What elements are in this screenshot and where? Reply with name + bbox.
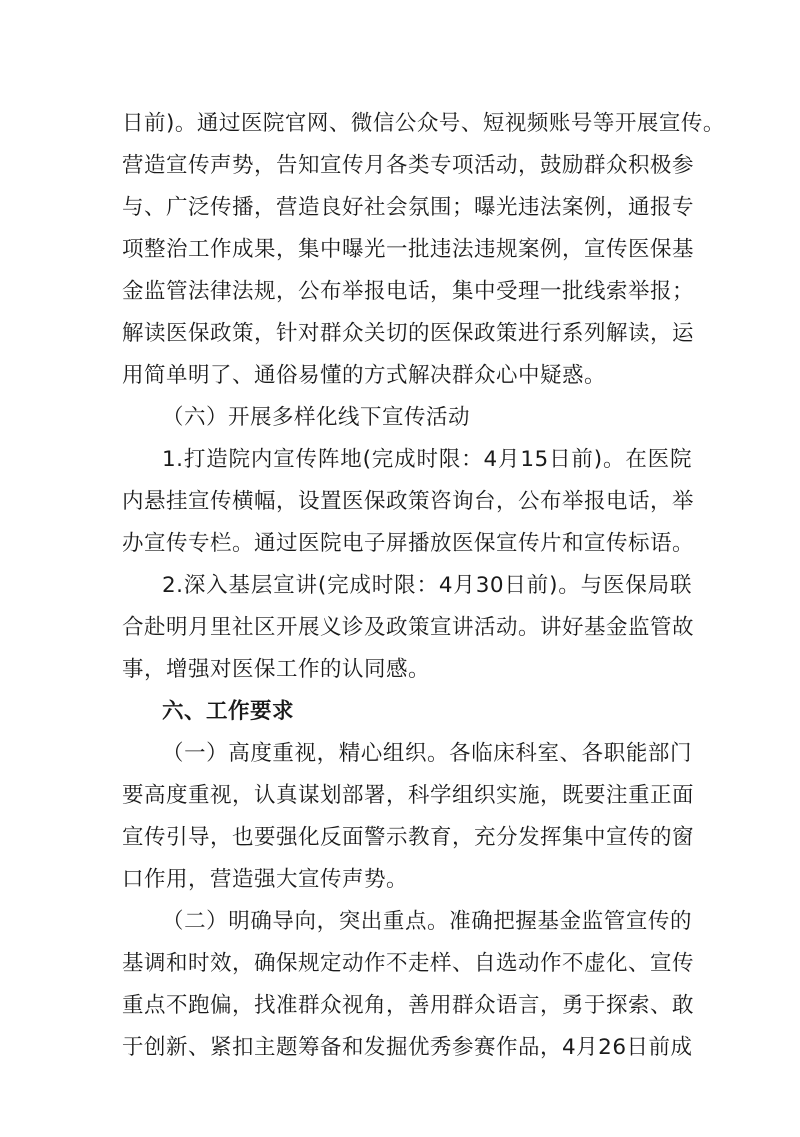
text-line: 合赴明月里社区开展义诊及政策宣讲活动。讲好基金监管故 — [122, 615, 695, 640]
text-line: （一）高度重视，精心组织。各临床科室、各职能部门 — [162, 741, 692, 766]
text-line: 内悬挂宣传横幅，设置医保政策咨询台，公布举报电话，举 — [122, 489, 695, 514]
text-line: 营造宣传声势，告知宣传月各类专项活动，鼓励群众积极参 — [122, 153, 695, 178]
section-heading: 六、工作要求 — [162, 699, 295, 724]
text-line: 基调和时效，确保规定动作不走样、自选动作不虚化、宣传 — [122, 951, 695, 976]
text-line: 1.打造院内宣传阵地(完成时限：4月15日前)。在医院 — [162, 447, 692, 472]
text-line: 事，增强对医保工作的认同感。 — [122, 657, 431, 682]
section-subheading: （六）开展多样化线下宣传活动 — [162, 405, 471, 430]
text-line: （二）明确导向，突出重点。准确把握基金监管宣传的 — [162, 909, 692, 934]
text-line: 于创新、紧扣主题筹备和发掘优秀参赛作品，4月26日前成 — [122, 1035, 693, 1060]
text-line: 要高度重视，认真谋划部署，科学组织实施，既要注重正面 — [122, 783, 695, 808]
text-line: 用简单明了、通俗易懂的方式解决群众心中疑惑。 — [122, 363, 607, 388]
text-line: 解读医保政策，针对群众关切的医保政策进行系列解读，运 — [122, 321, 695, 346]
text-line: 宣传引导，也要强化反面警示教育，充分发挥集中宣传的窗 — [122, 825, 695, 850]
text-line: 2.深入基层宣讲(完成时限：4月30日前)。与医保局联 — [162, 573, 692, 598]
text-line: 金监管法律法规，公布举报电话，集中受理一批线索举报； — [122, 279, 695, 304]
text-line: 项整治工作成果，集中曝光一批违法违规案例，宣传医保基 — [122, 237, 695, 262]
text-line: 重点不跑偏，找准群众视角，善用群众语言，勇于探索、敢 — [122, 993, 695, 1018]
text-line: 办宣传专栏。通过医院电子屏播放医保宣传片和宣传标语。 — [122, 531, 695, 556]
text-line: 口作用，营造强大宣传声势。 — [122, 867, 409, 892]
text-line: 与、广泛传播，营造良好社会氛围；曝光违法案例，通报专 — [122, 195, 695, 220]
text-line: 日前)。通过医院官网、微信公众号、短视频账号等开展宣传。 — [122, 111, 725, 136]
